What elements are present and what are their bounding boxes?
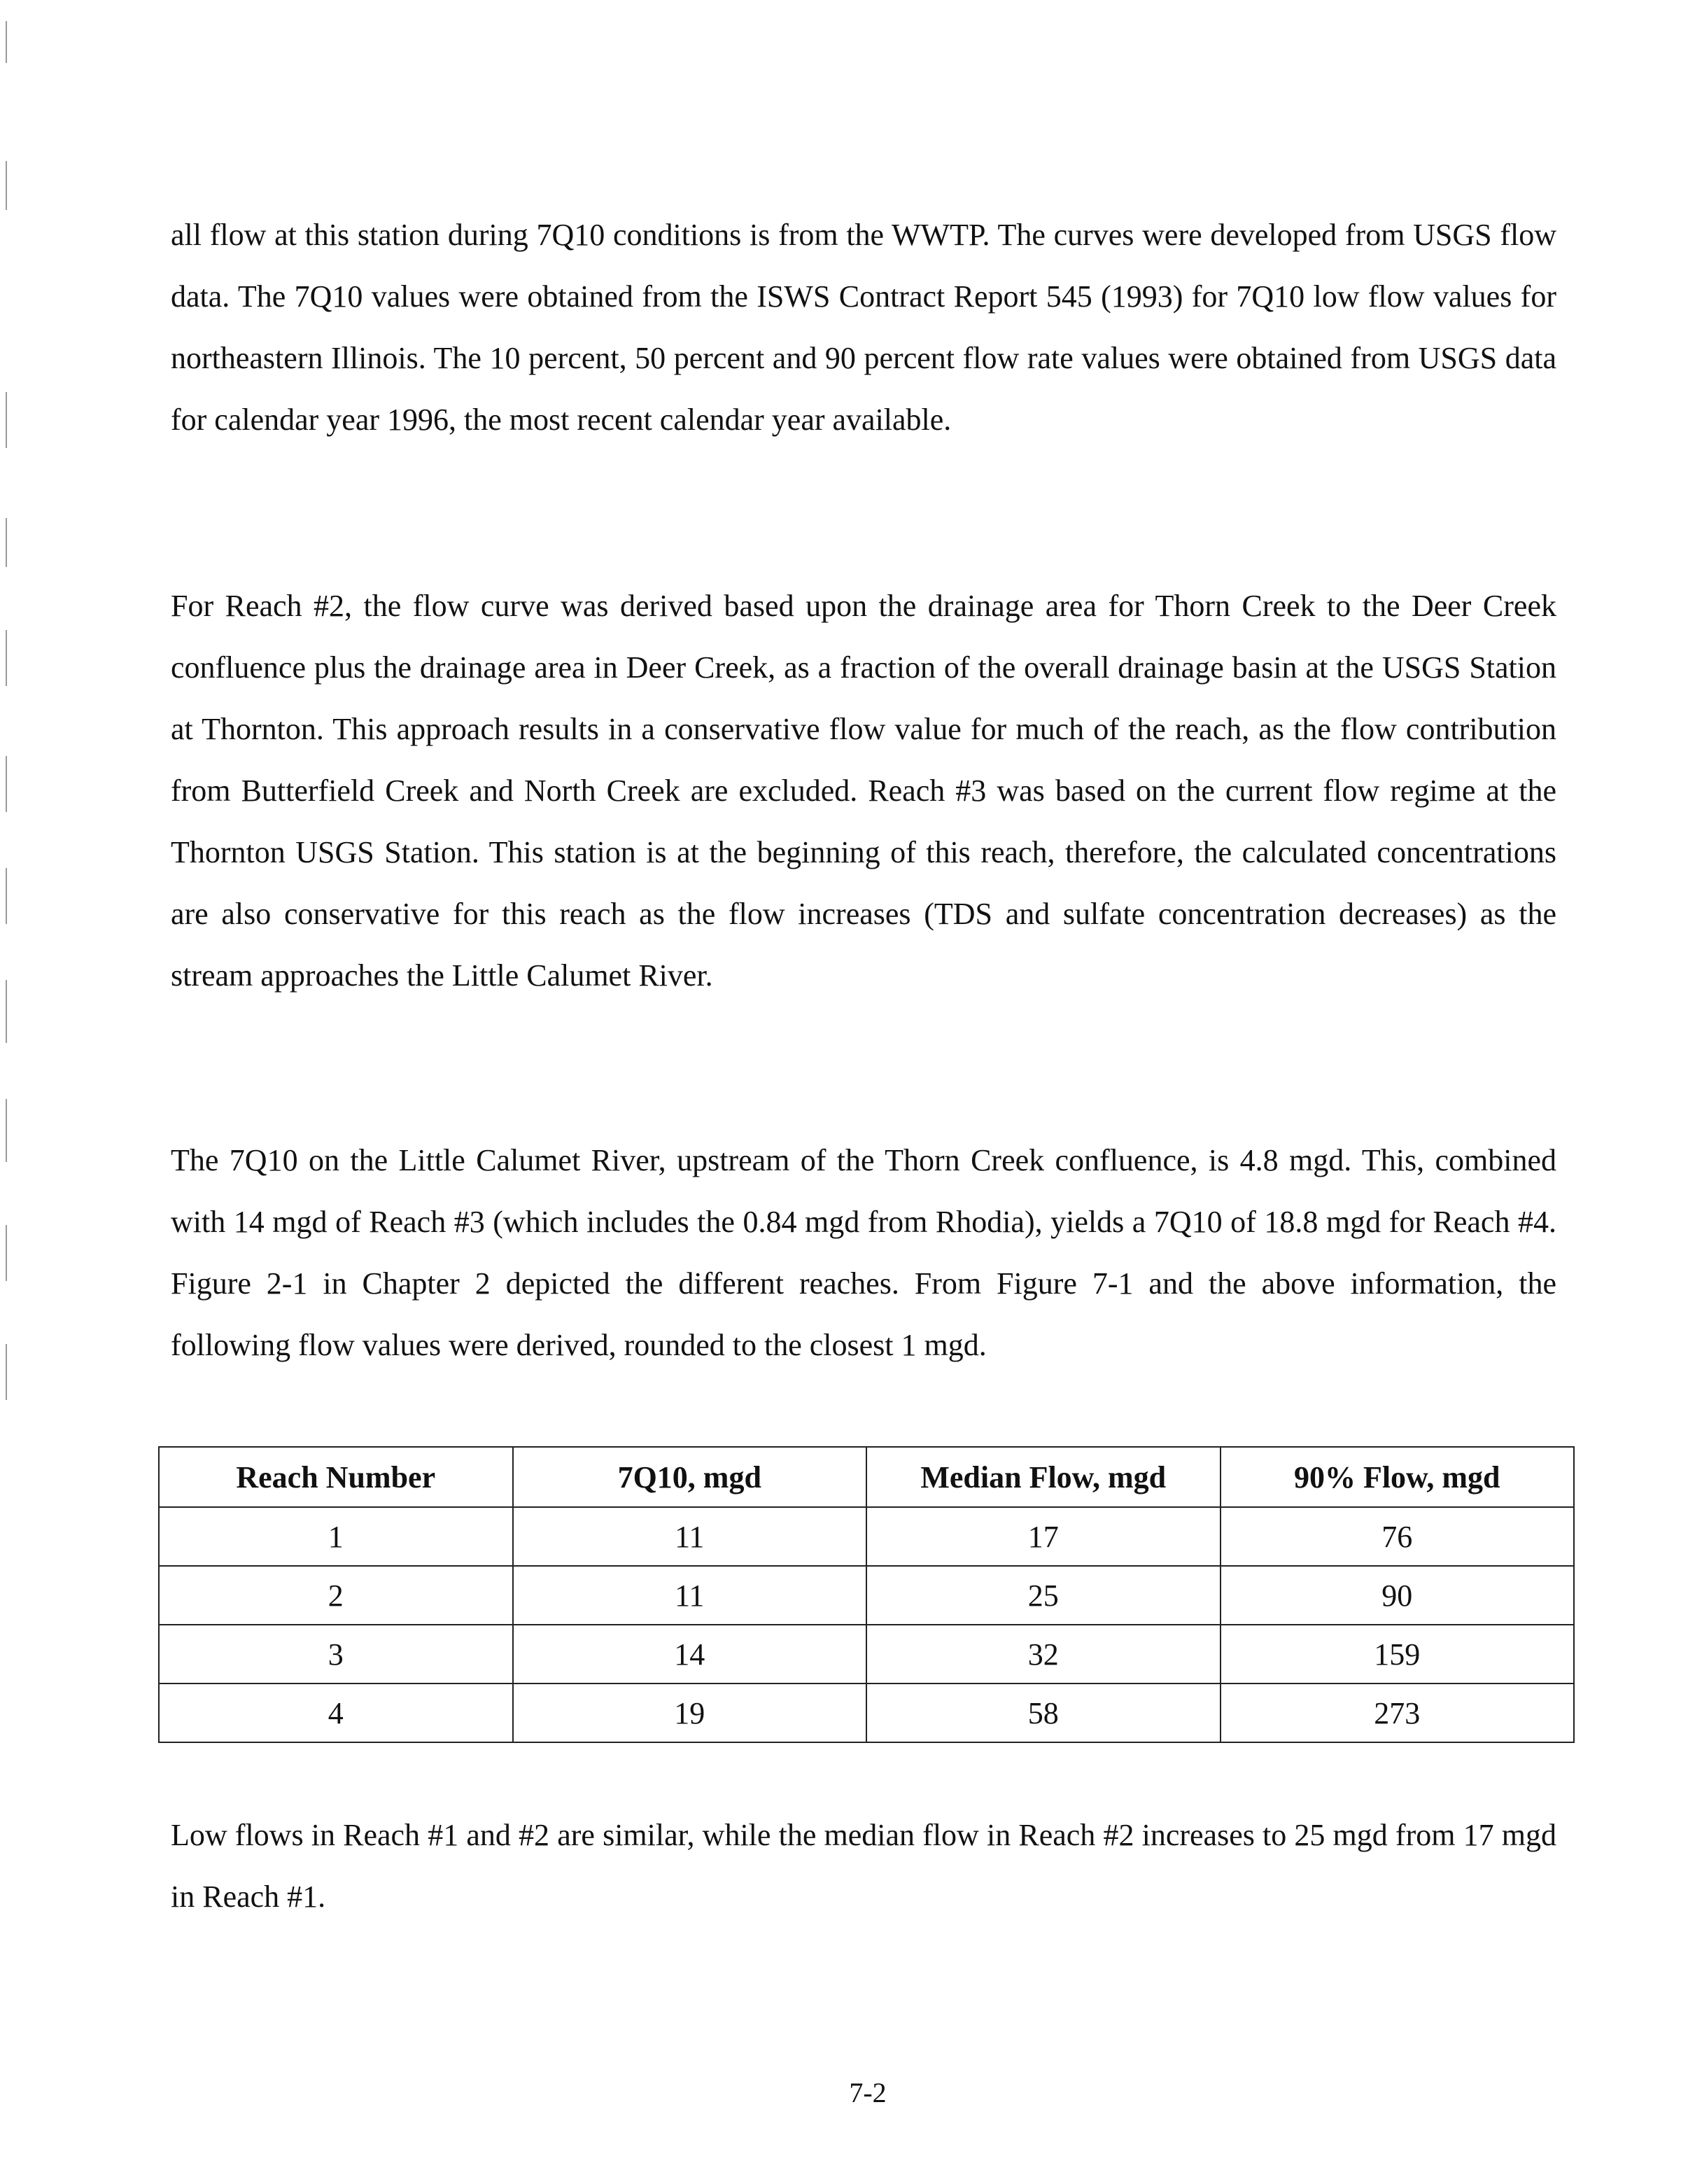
table-cell: 1 — [159, 1507, 513, 1566]
column-header: Median Flow, mgd — [866, 1447, 1221, 1507]
scan-artifact — [6, 1099, 7, 1162]
body-paragraph: For Reach #2, the flow curve was derived based upon the drainage area for Thorn Creek to the Deer Creek confluence plus the drainage area in Deer Creek, as a fraction of the overall drainage basin at the USGS Station at Thornton. This approach results in a conservative flow value for much of the reach, as the flow contribution from Butterfield Creek and North Creek are excluded. Reach #3 was based on the current flow regime at the Thornton USGS Station. This station is at the beginning of this reach, therefore, the calculated concentrations are also conservative for this reach as the flow increases (TDS and sulfate concentration decreases) as the stream approaches the Little Calumet River. — [171, 589, 1556, 993]
scan-artifact — [6, 630, 7, 686]
table-cell: 11 — [513, 1566, 867, 1625]
table-cell: 2 — [159, 1566, 513, 1625]
page-number: 7-2 — [849, 2077, 887, 2108]
scan-artifact — [6, 756, 7, 812]
scan-artifact — [6, 161, 7, 210]
table-cell: 4 — [159, 1684, 513, 1742]
table-cell: 19 — [513, 1684, 867, 1742]
table-cell: 273 — [1221, 1684, 1575, 1742]
table-cell: 90 — [1221, 1566, 1575, 1625]
scan-artifact — [6, 518, 7, 567]
table-cell: 25 — [866, 1566, 1221, 1625]
body-paragraph: Low flows in Reach #1 and #2 are similar, while the median flow in Reach #2 increases to 25 mgd from 17 mgd in Reach #1. — [171, 1818, 1556, 1914]
scan-artifact — [6, 980, 7, 1043]
table-cell: 17 — [866, 1507, 1221, 1566]
table-cell: 11 — [513, 1507, 867, 1566]
column-header: 7Q10, mgd — [513, 1447, 867, 1507]
table-row — [159, 1566, 1574, 1625]
column-header: Reach Number — [159, 1447, 513, 1507]
table-header-row — [159, 1447, 1574, 1507]
table-row — [159, 1684, 1574, 1742]
table-cell: 14 — [513, 1625, 867, 1684]
scan-artifact — [6, 1344, 7, 1400]
table-cell: 58 — [866, 1684, 1221, 1742]
table-row — [159, 1507, 1574, 1566]
flow-values-table — [158, 1446, 1575, 1743]
body-paragraph: The 7Q10 on the Little Calumet River, upstream of the Thorn Creek confluence, is 4.8 mgd. This, combined with 14 mgd of Reach #3 (which includes the 0.84 mgd from Rhodia), yields a 7Q10 of 18.8 mgd for Reach #4. Figure 2-1 in Chapter 2 depicted the different reaches. From Figure 7-1 and the above information, the following flow values were derived, rounded to the closest 1 mgd. — [171, 1143, 1556, 1362]
table-cell: 159 — [1221, 1625, 1575, 1684]
table-cell: 76 — [1221, 1507, 1575, 1566]
column-header: 90% Flow, mgd — [1221, 1447, 1575, 1507]
scan-artifact — [6, 392, 7, 448]
table-cell: 3 — [159, 1625, 513, 1684]
scan-artifact — [6, 21, 7, 63]
body-paragraph: all flow at this station during 7Q10 conditions is from the WWTP. The curves were developed from USGS flow data. The 7Q10 values were obtained from the ISWS Contract Report 545 (1993) for 7Q10 low flow values for northeastern Illinois. The 10 percent, 50 percent and 90 percent flow rate values were obtained from USGS data for calendar year 1996, the most recent calendar year available. — [171, 218, 1556, 437]
scan-artifact — [6, 1225, 7, 1281]
scan-artifact — [6, 868, 7, 924]
table-row — [159, 1625, 1574, 1684]
table-cell: 32 — [866, 1625, 1221, 1684]
